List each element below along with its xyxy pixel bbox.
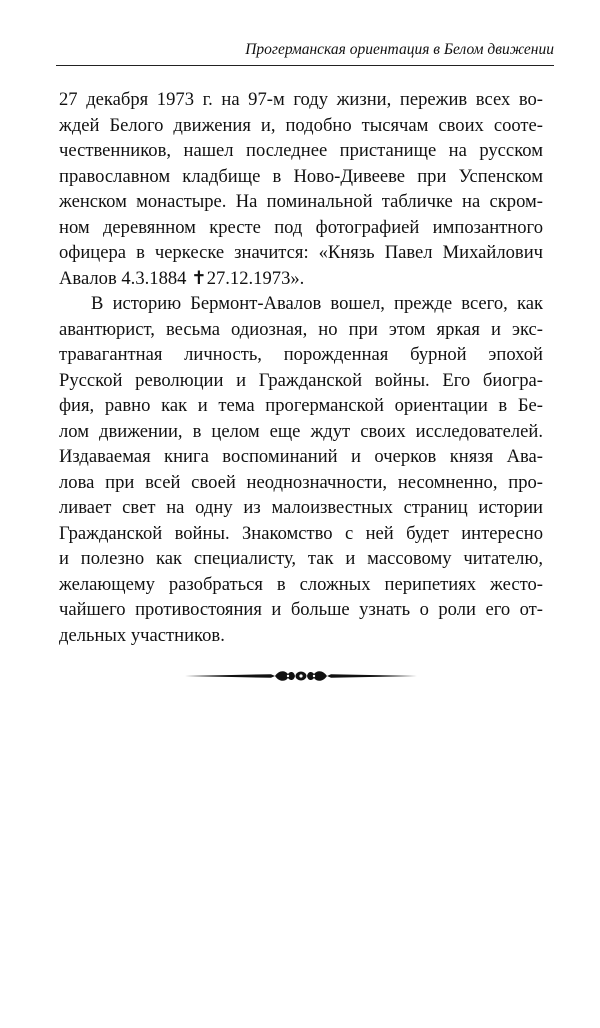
- text-line: ливает свет на одну из малоизвестных страниц истории: [59, 497, 543, 518]
- text-line: травагантная личность, порожденная бурной эпохой: [59, 344, 543, 365]
- text-line: ном деревянном кресте под фотографией импозантного: [59, 216, 543, 238]
- text-line: офицера в черкеске значится: «Князь Павел Михайлович: [59, 242, 543, 263]
- text-line: чайшего противостояния и больше узнать о роли его от-: [59, 599, 543, 620]
- text-line: ждей Белого движения и, подобно тысячам своих соотe-: [59, 114, 543, 136]
- text-line: Авалов 4.3.1884 ✝27.12.1973».: [59, 267, 305, 289]
- text-line: и полезно как специалисту, так и массовому читателю,: [59, 548, 543, 569]
- text-line: чественников, нашел последнее пристанище на русском: [59, 140, 543, 161]
- text-line: желающему разобраться в сложных перипетиях жесто-: [59, 573, 543, 595]
- ornament-divider-icon: [185, 665, 417, 687]
- text-line: лом движении, в целом еще ждут своих исследователей.: [59, 420, 543, 442]
- text-line: 27 декабря 1973 г. на 97-м году жизни, пережив всех во-: [59, 89, 543, 110]
- text-line: женском монастыре. На поминальной табличке на скром-: [59, 191, 543, 212]
- text-line: Гражданской войны. Знакомство с ней будет интересно: [59, 522, 543, 544]
- text-line: православном кладбище в Ново-Дивееве при Успенском: [59, 165, 543, 187]
- text-line: авантюрист, весьма одиозная, но при этом яркая и экс-: [59, 318, 543, 340]
- running-head: Прогерманская ориентация в Белом движении: [56, 40, 554, 66]
- text-line: В историю Бермонт-Авалов вошел, прежде всего, как: [91, 293, 543, 314]
- body-text: [59, 87, 543, 648]
- text-line: фия, равно как и тема прогерманской ориентации в Бе-: [59, 395, 543, 416]
- text-line: дельных участников.: [59, 624, 225, 646]
- text-line: Издаваемая книга воспоминаний и очерков князя Ава-: [59, 446, 543, 467]
- text-line: Русской революции и Гражданской войны. Его биогра-: [59, 369, 543, 391]
- paragraph: [59, 87, 543, 291]
- text-line: лова при всей своей неоднозначности, несомненно, про-: [59, 471, 543, 493]
- paragraph: [59, 291, 543, 648]
